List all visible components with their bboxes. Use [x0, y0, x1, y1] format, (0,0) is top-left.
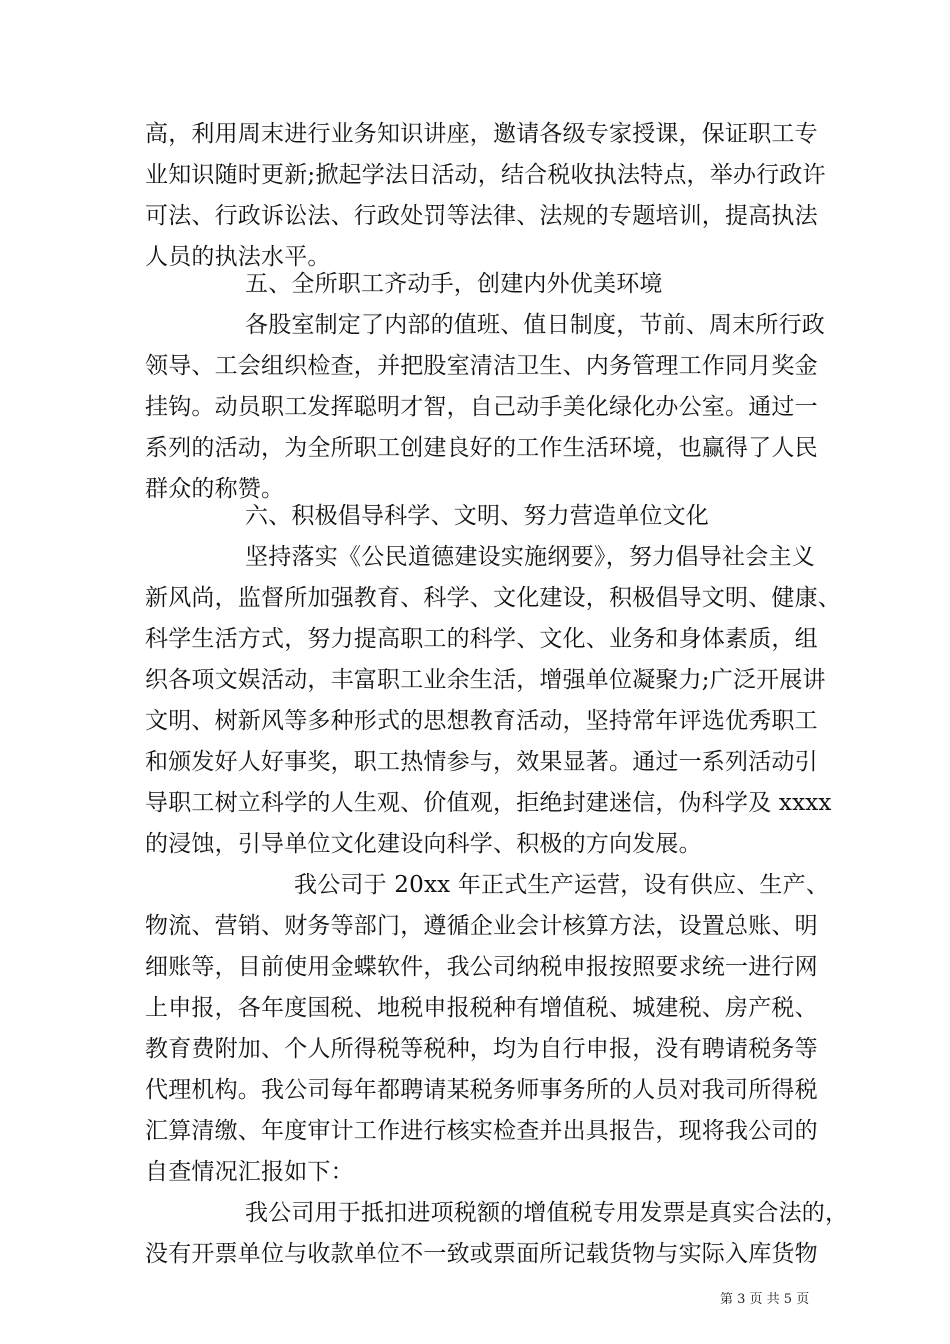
- text-line: 业知识随时更新;掀起学法日活动，结合税收执法特点，举办行政许: [145, 162, 826, 188]
- text-line: 导职工树立科学的人生观、价值观，拒绝封建迷信，伪科学及 xxxx: [145, 790, 832, 816]
- text-line: 文明、树新风等多种形式的思想教育活动，坚持常年评选优秀职工: [145, 708, 818, 734]
- text-line: 坚持落实《公民道德建设实施纲要》，努力倡导社会主义: [245, 544, 815, 570]
- text-line: 细账等，目前使用金蝶软件，我公司纳税申报按照要求统一进行网: [145, 954, 818, 980]
- text-line: 可法、行政诉讼法、行政处罚等法律、法规的专题培训，提高执法: [145, 203, 818, 229]
- text-line: 的浸蚀，引导单位文化建设向科学、积极的方向发展。: [145, 831, 702, 857]
- text-line: 我公司于 20xx 年正式生产运营，设有供应、生产、: [294, 872, 830, 898]
- text-line: 系列的活动，为全所职工创建良好的工作生活环境，也赢得了人民: [145, 435, 818, 461]
- text-line: 代理机构。我公司每年都聘请某税务师事务所的人员对我司所得税: [145, 1077, 818, 1103]
- text-line: 汇算清缴、年度审计工作进行核实检查并出具报告，现将我公司的: [145, 1118, 818, 1144]
- text-line: 各股室制定了内部的值班、值日制度，节前、周末所行政: [245, 312, 825, 338]
- text-line: 高，利用周末进行业务知识讲座，邀请各级专家授课，保证职工专: [145, 121, 818, 147]
- text-line: 教育费附加、个人所得税等税种，均为自行申报，没有聘请税务等: [145, 1036, 818, 1062]
- section-heading: 六、积极倡导科学、文明、努力营造单位文化: [245, 503, 709, 529]
- text-line: 和颁发好人好事奖，职工热情参与，效果显著。通过一系列活动引: [145, 749, 818, 775]
- text-line: 自查情况汇报如下：: [145, 1159, 354, 1185]
- text-line: 我公司用于抵扣进项税额的增值税专用发票是真实合法的，: [245, 1200, 849, 1226]
- text-line: 物流、营销、财务等部门，遵循企业会计核算方法，设置总账、明: [145, 913, 818, 939]
- text-line: 群众的称赞。: [145, 476, 285, 502]
- text-line: 没有开票单位与收款单位不一致或票面所记载货物与实际入库货物: [145, 1241, 818, 1267]
- text-line: 织各项文娱活动，丰富职工业余生活，增强单位凝聚力;广泛开展讲: [145, 667, 826, 693]
- text-line: 挂钩。动员职工发挥聪明才智，自己动手美化绿化办公室。通过一: [145, 394, 818, 420]
- section-heading: 五、全所职工齐动手，创建内外优美环境: [245, 271, 663, 297]
- text-line: 领导、工会组织检查，并把股室清洁卫生、内务管理工作同月奖金: [145, 353, 818, 379]
- text-line: 新风尚，监督所加强教育、科学、文化建设，积极倡导文明、健康、: [145, 585, 841, 611]
- text-line: 科学生活方式，努力提高职工的科学、文化、业务和身体素质，组: [145, 626, 818, 652]
- text-line: 上申报，各年度国税、地税申报税种有增值税、城建税、房产税、: [145, 995, 818, 1021]
- text-line: 人员的执法水平。: [145, 244, 331, 270]
- page-number: 第 3 页 共 5 页: [720, 1292, 810, 1307]
